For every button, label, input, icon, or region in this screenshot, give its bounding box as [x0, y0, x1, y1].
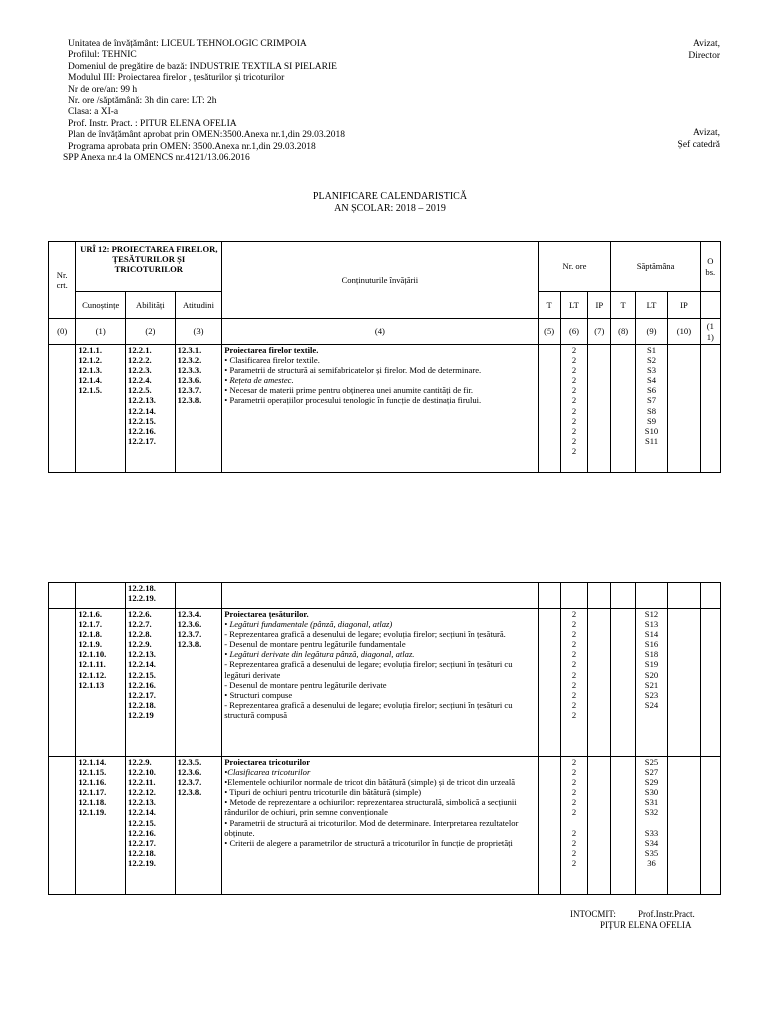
col-ip: IP	[588, 292, 611, 319]
col-t-week: T	[611, 292, 635, 319]
header-unitate: Unitatea de învățământ: LICEUL TEHNOLOGIC CRIMPOIA	[68, 39, 307, 49]
col-num-8: (8)	[611, 319, 635, 345]
col-num-7: (7)	[588, 319, 611, 345]
col-nr-ore: Nr. ore	[538, 242, 611, 292]
col-abilitati: Abilități	[126, 292, 176, 319]
row2-atitudini: 12.3.4. 12.3.6. 12.3.7. 12.3.8.	[175, 609, 222, 757]
header-profil: Profilul: TEHNIC	[68, 50, 137, 61]
row-cont-abilitati: 12.2.18. 12.2.19.	[126, 583, 176, 609]
header-profesor: Prof. Instr. Pract. : PITUR ELENA OFELIA	[68, 118, 237, 129]
col-num-5: (5)	[538, 319, 560, 345]
col-obs-empty	[700, 292, 720, 319]
header-plan: Plan de învățământ aprobat prin OMEN:3500.Anexa nr.1,din 29.03.2018	[68, 130, 346, 141]
row1-abilitati: 12.2.1. 12.2.2. 12.2.3. 12.2.4. 12.2.5. 12.2.13. 12.2.14. 12.2.15. 12.2.16. 12.2.17.	[126, 345, 176, 473]
header-spp: SPP Anexa nr.4 la OMENCS nr.4121/13.06.2016	[63, 152, 250, 163]
col-cunostinte: Cunoștințe	[76, 292, 126, 319]
row3-continuturi: Proiectarea tricoturilor •Clasificarea tricoturilor •Elementele ochiurilor normale de tricot din bătătură (simple) și de tricot din urzeală • Tipuri de ochiuri pentru tricoturile din bătătură (simple) • Metode de reprezentare a ochiurilor: reprezentarea structurală, simbolică a secțiunii rândurilor de ochiuri, prin semne convenționale • Parametrii de structură ai tricoturilor. Mod de determinare. Interpretarea rezultatelor obținute. • Criterii de alegere a parametrilor de structură a tricoturilor în funcție de proprietăți	[222, 757, 538, 895]
table-row	[49, 345, 721, 473]
director-label: Director	[688, 51, 720, 61]
row3-cunostinte: 12.1.14. 12.1.15. 12.1.16. 12.1.17. 12.1.18. 12.1.19.	[76, 757, 126, 895]
col-continuturi: Conținuturile învățării	[222, 242, 538, 319]
school-year: AN ȘCOLAR: 2018 – 2019	[334, 203, 446, 214]
avizat-director-label: Avizat,	[693, 39, 720, 49]
col-t: T	[538, 292, 560, 319]
col-num-11: (1 1)	[700, 319, 720, 345]
row2-weeks: S12 S13 S14 S16 S18 S19 S20 S21 S23 S24	[635, 609, 667, 757]
col-num-9: (9)	[635, 319, 667, 345]
col-num-3: (3)	[175, 319, 222, 345]
row2-cunostinte: 12.1.6. 12.1.7. 12.1.8. 12.1.9. 12.1.10. 12.1.11. 12.1.12. 12.1.13	[76, 609, 126, 757]
plan-table-page1	[48, 241, 721, 473]
table-row	[49, 757, 721, 895]
col-obs: O bs.	[700, 242, 720, 292]
col-num-4: (4)	[222, 319, 538, 345]
header-modul: Modulul III: Proiectarea firelor , țesăturilor și tricoturilor	[68, 73, 285, 84]
col-ip-week: IP	[668, 292, 700, 319]
header-clasa: Clasa: a XI-a	[68, 107, 119, 118]
row3-abilitati: 12.2.9. 12.2.10. 12.2.11. 12.2.12. 12.2.13. 12.2.14. 12.2.15. 12.2.16. 12.2.17. 12.2.18. 12.2.19.	[126, 757, 176, 895]
row1-lt-hours: 2 2 2 2 2 2 2 2 2 2 2	[560, 345, 587, 473]
row1-cunostinte: 12.1.1. 12.1.2. 12.1.3. 12.1.4. 12.1.5.	[76, 345, 126, 473]
sef-catedra-label: Șef catedră	[677, 140, 720, 150]
row2-lt-hours: 2 2 2 2 2 2 2 2 2 2 2	[560, 609, 587, 757]
col-lt-week: LT	[635, 292, 667, 319]
document-title: PLANIFICARE CALENDARISTICĂ	[312, 191, 468, 202]
col-saptamana: Săptămâna	[611, 242, 700, 292]
plan-table-page2	[48, 582, 721, 895]
row1-atitudini: 12.3.1. 12.3.2. 12.3.3. 12.3.6. 12.3.7. 12.3.8.	[175, 345, 222, 473]
header-ore-an: Nr de ore/an: 99 h	[68, 84, 138, 95]
header-programa: Programa aprobata prin OMEN: 3500.Anexa nr.1,din 29.03.2018	[68, 141, 316, 152]
table-row	[49, 609, 721, 757]
avizat-sef-label: Avizat,	[693, 128, 720, 138]
row3-atitudini: 12.3.5. 12.3.6. 12.3.7. 12.3.8.	[175, 757, 222, 895]
header-domeniu: Domeniul de pregătire de bază: INDUSTRIE TEXTILA SI PIELARIE	[68, 61, 337, 72]
table-row	[49, 583, 721, 609]
col-atitudini: Atitudini	[175, 292, 222, 319]
col-num-0: (0)	[49, 319, 76, 345]
row3-lt-hours: 2 2 2 2 2 2 2 2 2 2	[560, 757, 587, 895]
row2-abilitati: 12.2.6. 12.2.7. 12.2.8. 12.2.9. 12.2.13. 12.2.14. 12.2.15. 12.2.16. 12.2.17. 12.2.18. 12.2.19	[126, 609, 176, 757]
col-num-6: (6)	[560, 319, 587, 345]
col-lt: LT	[560, 292, 587, 319]
document-header	[63, 39, 538, 164]
footer-intocmit: INTOCMIT:	[570, 909, 616, 919]
footer-role: Prof.Instr.Pract.	[638, 909, 695, 919]
header-ore-saptamana: Nr. ore /săptămână: 3h din care: LT: 2h	[68, 95, 217, 106]
row1-weeks: S1 S2 S3 S4 S6 S7 S8 S9 S10 S11	[635, 345, 667, 473]
col-nr-crt: Nr. crt.	[49, 242, 76, 319]
col-num-2: (2)	[126, 319, 176, 345]
col-num-1: (1)	[76, 319, 126, 345]
row1-continuturi: Proiectarea firelor textile. • Clasificarea firelor textile. • Parametrii de structură ai semifabricatelor și firelor. Mod de determinare. • Rețeta de amestec. • Necesar de materii prime pentru obținerea unei anumite cantități de fir. • Parametrii operațiilor procesului tenologic în funcție de destinația firului.	[222, 345, 538, 473]
unit-title: URÎ 12: PROIECTAREA FIRELOR, ȚESĂTURILOR ȘI TRICOTURILOR	[76, 242, 222, 292]
col-num-10: (10)	[668, 319, 700, 345]
row3-weeks: S25 S27 S29 S30 S31 S32 S33 S34 S35 36	[635, 757, 667, 895]
footer-name: PIȚUR ELENA OFELIA	[600, 920, 692, 930]
row2-continuturi: Proiectarea țesăturilor. • Legături fundamentale (pânză, diagonal, atlaz) - Reprezentarea grafică a desenului de legare; evoluția firelor; secțiuni în țesătură. - Desenul de montare pentru legăturile fundamentale • Legături derivate din legătura pânză, diagonal, atlaz. - Reprezentarea grafică a desenului de legare; evoluția firelor; secțiuni în țesături cu legături derivate - Desenul de montare pentru legăturile derivate • Structuri compuse - Reprezentarea grafică a desenului de legare; evoluția firelor; secțiuni în țesături cu structură compusă	[222, 609, 538, 757]
